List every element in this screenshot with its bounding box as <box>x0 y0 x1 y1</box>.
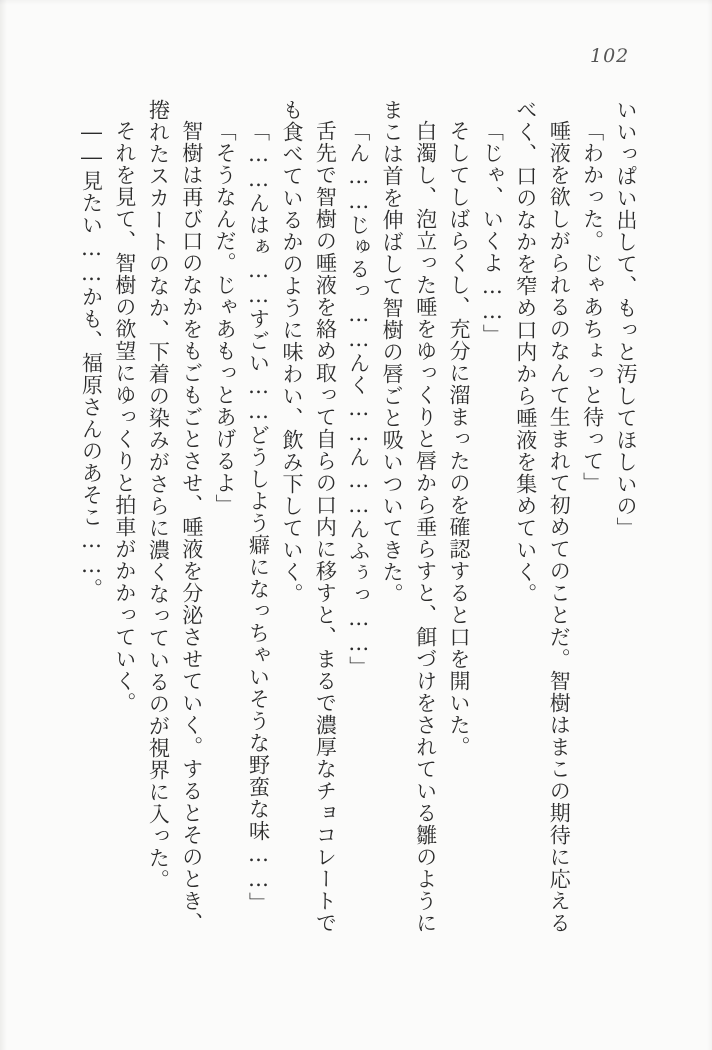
paragraph: 「ん……じゅるっ……んく……ん……んふぅっ……」 <box>346 120 371 678</box>
paragraph: 白濁し、泡立った唾をゆっくりと唇から垂らすと、餌づけをされている雛のようにまこは首を伸ばして智樹の唇ごと吸いついてきた。 <box>380 99 438 934</box>
paragraph: 「……んはぁ……すごい……どうしよう癖になっちゃいそうな野蛮な味……」 <box>246 120 271 914</box>
paragraph: いいっぱい出して、もっと汚してほしいの」 <box>614 99 638 539</box>
page-number: 102 <box>590 45 630 67</box>
page-text <box>74 99 642 937</box>
paragraph: 「じゃ、いくよ……」 <box>480 120 505 346</box>
paragraph: それを見て、智樹の欲望にゆっくりと拍車がかかっていく。 <box>112 120 137 714</box>
paragraph: そしてしばらくし、充分に溜まったのを確認すると口を開いた。 <box>446 120 471 758</box>
paragraph: 唾液を欲しがられるのなんて生まれて初めてのことだ。智樹はまこの期待に応えるべく、口のなかを窄め口内から唾液を集めていく。 <box>513 99 572 934</box>
paragraph: 舌先で智樹の唾液を絡め取って自らの口内に移すと、まるで濃厚なチョコレートでも食べているかのように味わい、飲み下していく。 <box>279 99 338 934</box>
paragraph: 「そうなんだ。じゃあもっとあげるよ」 <box>213 120 238 516</box>
paragraph: 智樹は再び口のなかをもごもごとさせ、唾液を分泌させていく。するとそのとき、捲れたスカートのなか、下着の染みがさらに濃くなっているのが視界に入った。 <box>146 99 204 934</box>
paragraph: ――見たい……かも、福原さんのあそこ……。 <box>79 120 104 600</box>
paragraph: 「わかった。じゃあちょっと待って」 <box>580 120 605 494</box>
